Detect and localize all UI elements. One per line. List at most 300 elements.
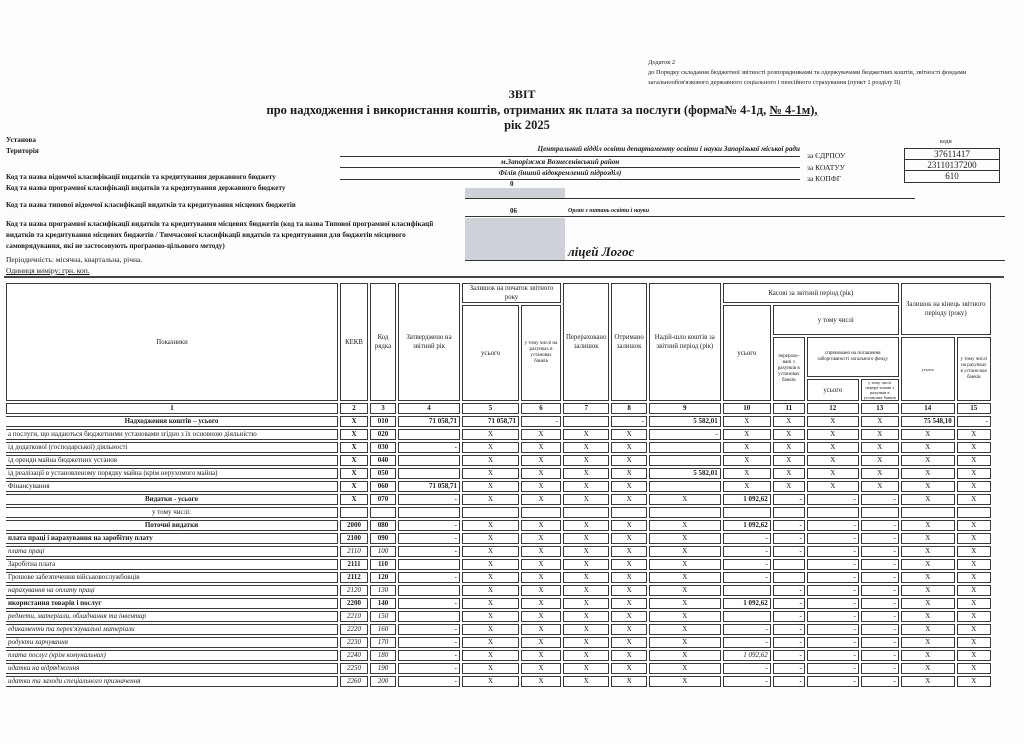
cell-c13: X	[861, 455, 899, 466]
table-row	[6, 650, 991, 661]
header-received: Отримано залишок	[611, 283, 646, 401]
cell-kekv: 2260	[340, 676, 368, 687]
cell-c13: X	[861, 429, 899, 440]
cell-c14: X	[901, 468, 955, 479]
cell-c14	[901, 507, 955, 518]
cell-c6: X	[521, 468, 561, 479]
row-indicator: родукти харчування	[6, 637, 338, 648]
territory-label: Територія	[6, 147, 39, 155]
cell-c13: -	[861, 598, 899, 609]
cell-c11: X	[773, 468, 805, 479]
cell-c14: X	[901, 520, 955, 531]
cell-c8: X	[611, 585, 646, 596]
cell-c5: X	[462, 442, 519, 453]
table-row	[6, 494, 991, 505]
cell-c6: X	[521, 624, 561, 635]
header-start-incl-bank: у тому числі на рахунках в установах банків	[521, 305, 561, 401]
cell-kekv: X	[340, 481, 368, 492]
header-end-balance: Залишок на кінець звітного періоду (року)	[901, 283, 991, 335]
cell-c12: X	[807, 468, 859, 479]
cell-code: 090	[370, 533, 396, 544]
table-row	[6, 546, 991, 557]
cell-c5: X	[462, 520, 519, 531]
cell-c10: X	[723, 468, 771, 479]
row-indicator: едикаменти та перев'язувальні матеріали	[6, 624, 338, 635]
subtitle-text: про надходження і використання коштів, отриманих як плата за послуги (форма№ 4-1д,	[266, 103, 770, 117]
cell-c14: X	[901, 637, 955, 648]
cell-c7: X	[563, 520, 609, 531]
row-indicator: идатки та заходи спеціального призначення	[6, 676, 338, 687]
cell-c8: X	[611, 611, 646, 622]
column-number: 4	[398, 403, 460, 414]
cell-c11: -	[773, 637, 805, 648]
cell-c8: X	[611, 455, 646, 466]
cell-c9: X	[649, 572, 721, 583]
cell-code: 120	[370, 572, 396, 583]
codes-box	[904, 148, 1000, 183]
cell-c10: X	[723, 416, 771, 427]
cell-c6: X	[521, 572, 561, 583]
cell-c8: X	[611, 546, 646, 557]
cell-c12: -	[807, 546, 859, 557]
appendix-note	[648, 58, 1008, 88]
divider	[340, 156, 800, 157]
cell-c14: X	[901, 624, 955, 635]
column-number: 5	[462, 403, 519, 414]
cell-c11: -	[773, 585, 805, 596]
cell-c7: X	[563, 585, 609, 596]
row-indicator: Фінансування	[6, 481, 338, 492]
table-row	[6, 468, 991, 479]
cell-c6: X	[521, 442, 561, 453]
cell-code: 160	[370, 624, 396, 635]
cell-c13: -	[861, 559, 899, 570]
cell-c5: X	[462, 533, 519, 544]
cell-c12: X	[807, 416, 859, 427]
cell-code: 070	[370, 494, 396, 505]
header-incoming: Надій-шло коштів за звітний період (рік)	[649, 283, 721, 401]
cell-c15: X	[957, 624, 991, 635]
header-debt-total: усього	[807, 379, 859, 401]
cell-c4	[398, 559, 460, 570]
header-cash-total: усього	[723, 305, 771, 401]
cell-c7: X	[563, 442, 609, 453]
cell-c15: X	[957, 637, 991, 648]
row-indicator: Поточні видатки	[6, 520, 338, 531]
cell-c9	[649, 507, 721, 518]
row-indicator: плата праці і нарахування на заробітну плату	[6, 533, 338, 544]
periodicity: Періодичність: місячна, квартальна, річна.	[6, 255, 143, 264]
cell-code: 150	[370, 611, 396, 622]
column-number: 14	[901, 403, 955, 414]
cell-c15	[957, 507, 991, 518]
cell-kekv: 2111	[340, 559, 368, 570]
cell-c10: -	[723, 533, 771, 544]
table-row	[6, 585, 991, 596]
table-row	[6, 598, 991, 609]
header-indicators: Показники	[6, 283, 338, 401]
cell-c7: X	[563, 676, 609, 687]
row-indicator: нарахування на оплату праці	[6, 585, 338, 596]
cell-c7: X	[563, 481, 609, 492]
cell-c15: X	[957, 559, 991, 570]
cell-c6: X	[521, 481, 561, 492]
row-indicator: идатки на відрядження	[6, 663, 338, 674]
cell-c7: X	[563, 624, 609, 635]
column-number: 11	[773, 403, 805, 414]
cell-c8	[611, 507, 646, 518]
cell-c6: X	[521, 637, 561, 648]
report-subtitle	[30, 103, 1024, 118]
cell-c5: X	[462, 611, 519, 622]
divider	[340, 167, 800, 168]
cell-c15: X	[957, 533, 991, 544]
cell-c11	[773, 572, 805, 583]
header-cash: Касові за звітний період (рік)	[723, 283, 899, 303]
cell-c11: -	[773, 546, 805, 557]
appendix-text: до Порядку складання бюджетної звітності розпорядниками та одержувачами бюджетних коштів, звітності фондами загальнообов'язкового державного соціального і пенсійного страхування (пункт 1 розділу II)	[648, 69, 967, 86]
cell-c13	[861, 507, 899, 518]
cell-c10: 1 092,62	[723, 598, 771, 609]
cell-c5: X	[462, 650, 519, 661]
cell-kekv: 2250	[340, 663, 368, 674]
cell-c11: -	[773, 650, 805, 661]
cell-c5: X	[462, 637, 519, 648]
cell-code: 040	[370, 455, 396, 466]
cell-c15: X	[957, 585, 991, 596]
cell-c9: X	[649, 676, 721, 687]
cell-code	[370, 507, 396, 518]
cell-c14: X	[901, 585, 955, 596]
cell-c6: X	[521, 598, 561, 609]
row-indicator: Грошове забезпечення військовослужбовців	[6, 572, 338, 583]
cell-code: 020	[370, 429, 396, 440]
cell-c12: -	[807, 650, 859, 661]
cell-code: 080	[370, 520, 396, 531]
cell-c7: X	[563, 611, 609, 622]
cell-c9: X	[649, 598, 721, 609]
cell-c6: X	[521, 650, 561, 661]
appendix-title: Додаток 2	[648, 59, 676, 66]
cell-c5: X	[462, 429, 519, 440]
cell-c8: X	[611, 442, 646, 453]
cell-c13: -	[861, 676, 899, 687]
cell-c14: X	[901, 442, 955, 453]
redacted-field	[465, 188, 565, 198]
cell-kekv: 2112	[340, 572, 368, 583]
typical-local-label: Код та назва типової відомчої класифікації видатків та кредитування місцевих бюджетів	[6, 201, 296, 209]
cell-c15: X	[957, 663, 991, 674]
prog-local-value: ліцей Логос	[568, 244, 635, 259]
divider	[465, 198, 915, 199]
cell-c12: -	[807, 533, 859, 544]
cell-c4: 71 058,71	[398, 481, 460, 492]
cell-c11: -	[773, 533, 805, 544]
column-number: 8	[611, 403, 646, 414]
cell-c12: -	[807, 663, 859, 674]
cell-c15: X	[957, 676, 991, 687]
cell-c4	[398, 611, 460, 622]
cell-c15: X	[957, 442, 991, 453]
cell-c9: X	[649, 663, 721, 674]
cell-c4: -	[398, 663, 460, 674]
cell-c5: X	[462, 624, 519, 635]
cell-c11: -	[773, 598, 805, 609]
header-start-balance: Залишок на початок звітного року	[462, 283, 561, 303]
cell-c7: X	[563, 637, 609, 648]
cell-c4	[398, 429, 460, 440]
row-indicator: редмети, матеріали, обладнання та інвентар	[6, 611, 338, 622]
cell-code: 180	[370, 650, 396, 661]
cell-c13: X	[861, 468, 899, 479]
row-indicator: плата праці	[6, 546, 338, 557]
cell-c10: 1 092,62	[723, 494, 771, 505]
cell-c6: X	[521, 429, 561, 440]
code-label-koatuu: за КОАТУУ	[807, 163, 845, 172]
cell-c14: 75 548,10	[901, 416, 955, 427]
cell-c10	[723, 585, 771, 596]
cell-c10: -	[723, 637, 771, 648]
row-indicator: ід додаткової (господарської) діяльності	[6, 442, 338, 453]
column-number: 10	[723, 403, 771, 414]
dept-state-value: 0	[510, 180, 514, 188]
cell-c10: X	[723, 455, 771, 466]
cell-c13: -	[861, 494, 899, 505]
report-year: рік 2025	[504, 118, 550, 132]
cell-c12: -	[807, 624, 859, 635]
prog-state-label: Код та назва програмної класифікації видатків та кредитування державного бюджету	[6, 184, 286, 192]
header-transferred: Перераховано залишок	[563, 283, 609, 401]
cell-c9: -	[649, 429, 721, 440]
cell-c14: X	[901, 650, 955, 661]
row-indicator: Видатки - усього	[6, 494, 338, 505]
cell-c7: X	[563, 598, 609, 609]
cell-c11: X	[773, 416, 805, 427]
cell-c6: X	[521, 559, 561, 570]
cell-c5: X	[462, 663, 519, 674]
cell-c14: X	[901, 559, 955, 570]
cell-code: 100	[370, 546, 396, 557]
unit-of-measure: Одиниця виміру: грн. коп.	[6, 266, 90, 275]
code-koatuu: 23110137200	[905, 160, 999, 171]
cell-c15: X	[957, 481, 991, 492]
cell-c13: -	[861, 533, 899, 544]
column-number: 6	[521, 403, 561, 414]
cell-c13: -	[861, 663, 899, 674]
cell-c9	[649, 481, 721, 492]
cell-c9: X	[649, 559, 721, 570]
cell-c15: X	[957, 468, 991, 479]
cell-c4: -	[398, 494, 460, 505]
cell-kekv: 2200	[340, 598, 368, 609]
cell-c10: 1 092,62	[723, 650, 771, 661]
cell-c8: X	[611, 663, 646, 674]
cell-c4: -	[398, 598, 460, 609]
cell-c4	[398, 468, 460, 479]
code-edrpou: 37611417	[905, 149, 999, 160]
cell-c12: -	[807, 585, 859, 596]
cell-c4: -	[398, 650, 460, 661]
column-number: 3	[370, 403, 396, 414]
cell-kekv	[340, 507, 368, 518]
cell-c7: X	[563, 572, 609, 583]
header-approved: Затверджено на звітний рік	[398, 283, 460, 401]
divider	[4, 276, 1004, 278]
cell-c9: X	[649, 637, 721, 648]
cell-c6: X	[521, 585, 561, 596]
divider	[340, 179, 800, 180]
cell-code: 190	[370, 663, 396, 674]
cell-c10: X	[723, 429, 771, 440]
table-row	[6, 520, 991, 531]
cell-c5: X	[462, 585, 519, 596]
report-title: ЗВІТ	[508, 87, 536, 101]
cell-c11	[773, 507, 805, 518]
cell-c13: X	[861, 442, 899, 453]
cell-kekv: X	[340, 494, 368, 505]
table-row	[6, 663, 991, 674]
table-row	[6, 572, 991, 583]
column-number: 2	[340, 403, 368, 414]
table-row	[6, 637, 991, 648]
cell-kekv: 2240	[340, 650, 368, 661]
cell-c13: -	[861, 585, 899, 596]
column-number: 9	[649, 403, 721, 414]
cell-c10: -	[723, 676, 771, 687]
cell-c4: -	[398, 533, 460, 544]
cell-c9: 5 582,01	[649, 468, 721, 479]
cell-c4: -	[398, 520, 460, 531]
cell-c7: X	[563, 650, 609, 661]
cell-c7	[563, 416, 609, 427]
cell-c15: X	[957, 429, 991, 440]
cell-c6	[521, 507, 561, 518]
cell-c6: X	[521, 663, 561, 674]
cell-c5: X	[462, 468, 519, 479]
header-end-total: усього	[901, 337, 955, 401]
cell-c9: X	[649, 585, 721, 596]
cell-c12: -	[807, 637, 859, 648]
table-row	[6, 611, 991, 622]
table-row	[6, 442, 991, 453]
cell-code: 010	[370, 416, 396, 427]
cell-kekv: X	[340, 429, 368, 440]
cell-c5	[462, 507, 519, 518]
cell-kekv: 2000	[340, 520, 368, 531]
cell-c10: -	[723, 559, 771, 570]
cell-c8: X	[611, 559, 646, 570]
cell-code: 170	[370, 637, 396, 648]
cell-c14: X	[901, 533, 955, 544]
row-indicator: икористання товарів і послуг	[6, 598, 338, 609]
cell-c12: -	[807, 559, 859, 570]
cell-c9: X	[649, 546, 721, 557]
table-row	[6, 624, 991, 635]
cell-c5: X	[462, 546, 519, 557]
cell-code: 200	[370, 676, 396, 687]
cell-c4: -	[398, 546, 460, 557]
cell-kekv: 2110	[340, 546, 368, 557]
row-indicator: плата послуг (крім комунальних)	[6, 650, 338, 661]
cell-c12: -	[807, 572, 859, 583]
cell-c8: X	[611, 650, 646, 661]
cell-c14: X	[901, 455, 955, 466]
cell-c11: -	[773, 494, 805, 505]
cell-c6: X	[521, 546, 561, 557]
cell-c9	[649, 455, 721, 466]
cell-c6: X	[521, 533, 561, 544]
cell-c11: -	[773, 624, 805, 635]
cell-code: 050	[370, 468, 396, 479]
table-row	[6, 429, 991, 440]
cell-kekv: 2210	[340, 611, 368, 622]
cell-c6: X	[521, 494, 561, 505]
cell-c7: X	[563, 455, 609, 466]
cell-c4: -	[398, 442, 460, 453]
cell-c10: X	[723, 442, 771, 453]
cell-c6: X	[521, 520, 561, 531]
cell-c4: -	[398, 624, 460, 635]
typical-local-name: Орган з питань освіти і науки	[568, 208, 650, 214]
code-label-kopfg: за КОПФГ	[807, 174, 842, 183]
cell-c15: X	[957, 611, 991, 622]
cell-c14: X	[901, 611, 955, 622]
cell-c10: X	[723, 481, 771, 492]
cell-c11: -	[773, 520, 805, 531]
cell-c14: X	[901, 429, 955, 440]
cell-c15: X	[957, 494, 991, 505]
cell-c13: X	[861, 481, 899, 492]
cell-c9: X	[649, 650, 721, 661]
form-number: № 4-1м),	[769, 103, 818, 117]
cell-c12: X	[807, 429, 859, 440]
cell-kekv: X	[340, 468, 368, 479]
cell-c4	[398, 585, 460, 596]
report-table	[4, 281, 993, 689]
cell-c10: -	[723, 546, 771, 557]
cell-c4	[398, 455, 460, 466]
cell-c13: -	[861, 520, 899, 531]
row-indicator: Заробітна плата	[6, 559, 338, 570]
cell-c6: X	[521, 455, 561, 466]
cell-c13: X	[861, 416, 899, 427]
header-kekv: КЕКВ	[340, 283, 368, 401]
cell-code: 110	[370, 559, 396, 570]
dept-state-label: Код та назва відомчої класифікації видатків та кредитування державного бюджету	[6, 173, 276, 181]
cell-c14: X	[901, 546, 955, 557]
cell-c11: X	[773, 481, 805, 492]
cell-c14: X	[901, 598, 955, 609]
cell-c8: X	[611, 676, 646, 687]
cell-c15: X	[957, 520, 991, 531]
cell-c8: X	[611, 572, 646, 583]
cell-c9: X	[649, 494, 721, 505]
cell-c15: -	[957, 416, 991, 427]
cell-c6: X	[521, 611, 561, 622]
cell-c12: X	[807, 481, 859, 492]
cell-c6: -	[521, 416, 561, 427]
row-indicator: у тому числі:	[6, 507, 338, 518]
row-indicator: Надходження коштів – усього	[6, 416, 338, 427]
cell-c13: -	[861, 611, 899, 622]
cell-c12: -	[807, 494, 859, 505]
table-row	[6, 676, 991, 687]
codes-title: коди	[940, 139, 952, 145]
cell-c4: 71 058,71	[398, 416, 460, 427]
cell-c7: X	[563, 546, 609, 557]
table-row	[6, 507, 991, 518]
cell-kekv: X	[340, 455, 368, 466]
